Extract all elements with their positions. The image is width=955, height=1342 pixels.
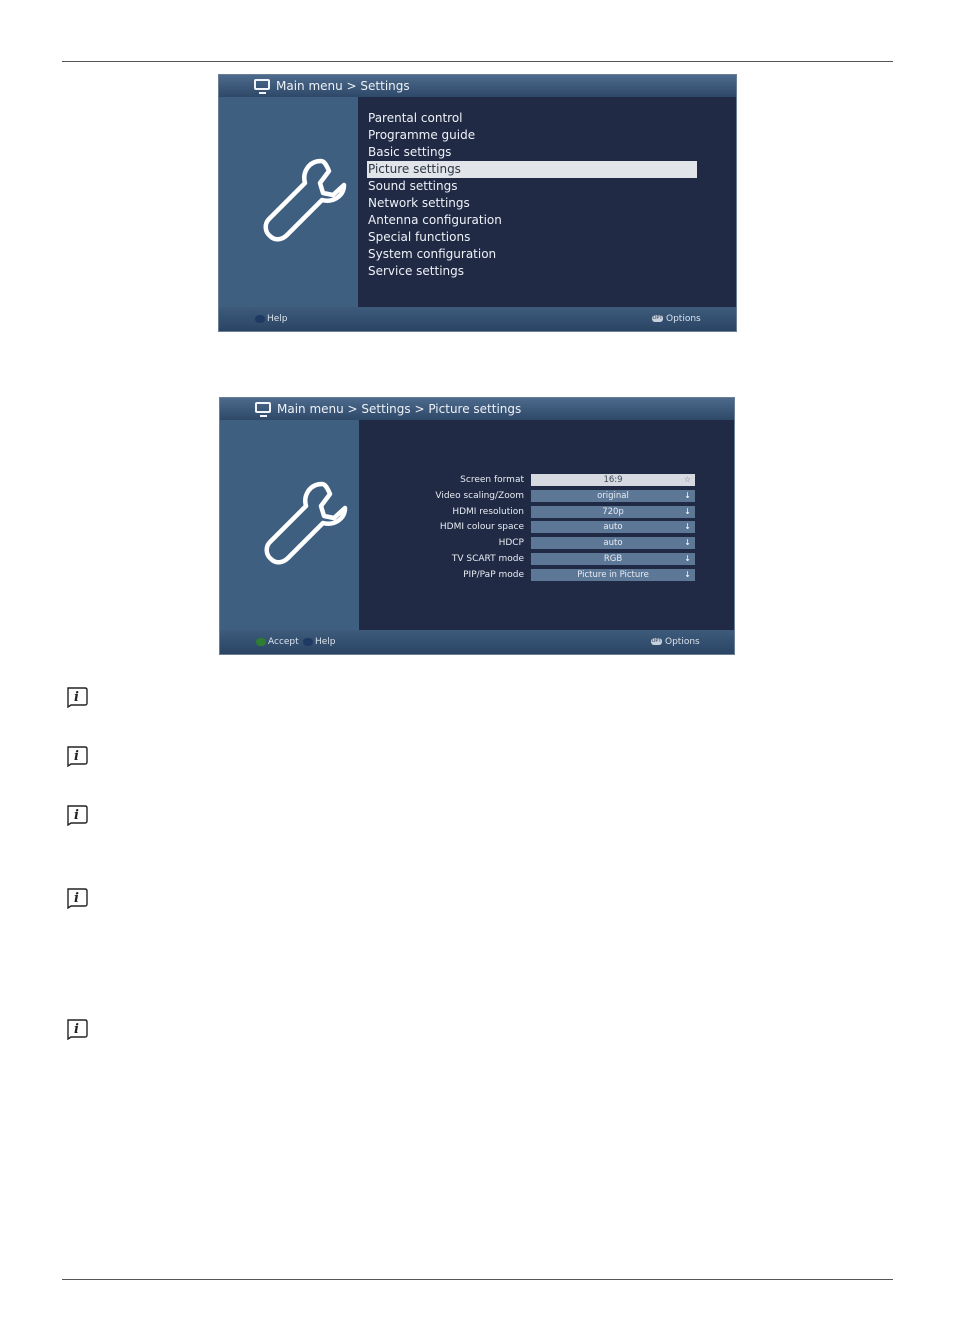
- setting-label: PIP/PaP mode: [463, 569, 524, 580]
- setting-value-text: auto: [603, 538, 623, 549]
- svg-text:i: i: [74, 808, 79, 823]
- screen-footer: [220, 630, 734, 654]
- tv-icon: [254, 79, 270, 90]
- menu-item[interactable]: Basic settings: [368, 145, 452, 159]
- bottom-rule: [62, 1279, 893, 1280]
- options-label: Options: [666, 314, 701, 324]
- setting-value-dropdown[interactable]: [531, 569, 695, 581]
- sidebar-panel: [219, 97, 358, 307]
- setting-value-dropdown[interactable]: [531, 474, 695, 486]
- setting-row[interactable]: [400, 552, 700, 568]
- setting-label: TV SCART mode: [451, 553, 524, 564]
- arrow-down-icon: ↓: [684, 538, 691, 548]
- setting-row[interactable]: [400, 536, 700, 552]
- info-icon: [65, 1018, 89, 1040]
- menu-item[interactable]: Special functions: [368, 230, 471, 244]
- setting-row[interactable]: [400, 505, 700, 521]
- menu-item[interactable]: Picture settings: [367, 161, 697, 178]
- screen-header: [219, 75, 736, 97]
- sidebar-panel: [220, 420, 359, 630]
- menu-item[interactable]: System configuration: [368, 247, 497, 261]
- menu-item[interactable]: Antenna configuration: [368, 213, 502, 227]
- menu-item[interactable]: Service settings: [368, 264, 465, 278]
- screen-header: [220, 398, 734, 420]
- arrow-down-icon: ↓: [684, 506, 691, 516]
- info-icon: [65, 804, 89, 826]
- setting-row[interactable]: [400, 473, 700, 489]
- setting-value-dropdown[interactable]: [531, 553, 695, 565]
- setting-value-text: RGB: [603, 553, 623, 564]
- setting-label: HDMI resolution: [452, 506, 524, 517]
- menu-item[interactable]: Programme guide: [368, 128, 476, 142]
- info-icon: [65, 887, 89, 909]
- accept-label: Accept: [268, 637, 299, 647]
- arrow-down-icon: ↓: [684, 522, 691, 532]
- help-label: Help: [267, 314, 288, 324]
- breadcrumb: Main menu > Settings: [276, 79, 410, 93]
- star-icon: ☆: [683, 475, 691, 484]
- wrench-icon: [260, 478, 350, 568]
- setting-label: Video scaling/Zoom: [435, 490, 524, 501]
- menu-item[interactable]: Parental control: [368, 111, 463, 125]
- setting-value-text: 720p: [602, 506, 624, 517]
- setting-value-dropdown[interactable]: [531, 521, 695, 533]
- menu-item[interactable]: Sound settings: [368, 179, 458, 193]
- setting-label: Screen format: [460, 475, 524, 485]
- menu-item[interactable]: Network settings: [368, 196, 470, 210]
- setting-value-dropdown[interactable]: [531, 537, 695, 549]
- setting-value-text: Picture in Picture: [577, 569, 649, 580]
- arrow-down-icon: ↓: [684, 490, 691, 500]
- setting-label: HDMI colour space: [439, 522, 524, 533]
- setting-label: HDCP: [498, 538, 524, 549]
- blue-button-icon: [303, 638, 313, 646]
- help-label: Help: [315, 637, 336, 647]
- options-key-icon: OPT: [651, 638, 662, 644]
- breadcrumb: Main menu > Settings > Picture settings: [277, 402, 522, 416]
- options-key-icon: OPT: [652, 315, 663, 321]
- setting-value-dropdown[interactable]: [531, 490, 695, 502]
- picture-settings-screen: [219, 397, 735, 655]
- svg-text:i: i: [74, 1022, 79, 1037]
- info-icon: [65, 745, 89, 767]
- setting-value-dropdown[interactable]: [531, 506, 695, 518]
- setting-value-text: original: [597, 490, 629, 501]
- setting-row[interactable]: [400, 489, 700, 505]
- picture-settings-list: [400, 473, 700, 584]
- wrench-icon: [259, 155, 349, 245]
- arrow-down-icon: ↓: [684, 553, 691, 563]
- svg-text:i: i: [74, 690, 79, 705]
- options-label: Options: [665, 637, 700, 647]
- settings-menu-list: [367, 110, 697, 280]
- screen-footer: [219, 307, 736, 331]
- setting-value-text: 16:9: [603, 475, 623, 485]
- info-icon: [65, 686, 89, 708]
- arrow-down-icon: ↓: [684, 569, 691, 579]
- blue-button-icon: [255, 315, 265, 323]
- svg-text:i: i: [74, 749, 79, 764]
- setting-value-text: auto: [603, 522, 623, 533]
- top-rule: [62, 61, 893, 62]
- setting-row[interactable]: [400, 568, 700, 584]
- settings-menu-screen: [218, 74, 737, 332]
- green-button-icon: [256, 638, 266, 646]
- tv-icon: [255, 402, 271, 413]
- setting-row[interactable]: [400, 520, 700, 536]
- svg-text:i: i: [74, 891, 79, 906]
